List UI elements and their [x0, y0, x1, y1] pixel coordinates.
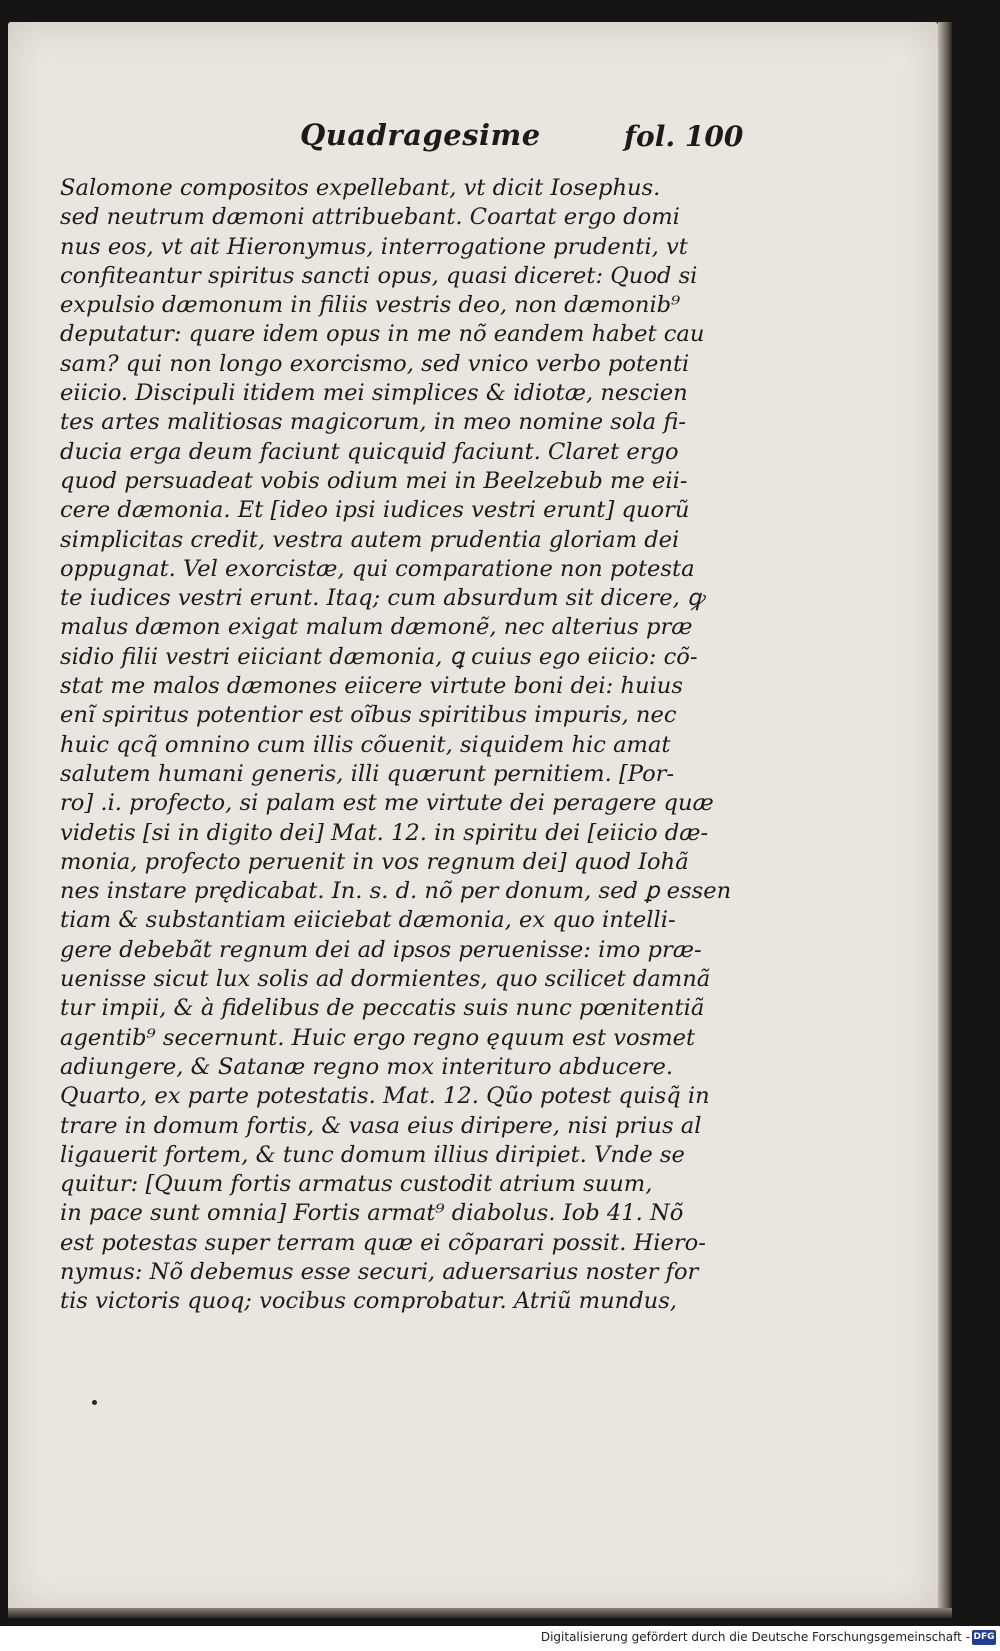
running-head: Quadragesime [300, 118, 541, 152]
text-line: enĩ spiritus potentior est oĩbus spiritibus impuris, nec [60, 702, 677, 729]
text-line: est potestas super terram quæ ei cõparari possit. Hiero- [60, 1229, 706, 1256]
text-line: confiteantur spiritus sancti opus, quasi diceret: Quod si [60, 262, 698, 289]
text-line: tes artes malitiosas magicorum, in meo nomine sola fi- [60, 409, 687, 436]
text-line: quitur: [Quum fortis armatus custodit atrium suum, [60, 1171, 653, 1198]
text-line: Salomone compositos expellebant, vt dicit Iosephus. [60, 175, 661, 201]
text-line: malus dæmon exigat malum dæmonẽ, nec alterius præ [60, 614, 693, 641]
text-line: stat me malos dæmones eiicere virtute boni dei: huius [60, 673, 683, 700]
text-line: tis victoris quoq; vocibus comprobatur. Atriũ mundus, [60, 1288, 677, 1315]
text-line: tur impii, & à fidelibus de peccatis suis nunc pœnitentiã [60, 995, 705, 1022]
text-line: te iudices vestri erunt. Itaq; cum absurdum sit dicere, ꝙ [60, 585, 704, 612]
ink-speck [92, 1400, 97, 1405]
text-line: ro] .i. profecto, si palam est me virtute dei peragere quæ [60, 790, 714, 817]
folio-number: fol. 100 [624, 120, 744, 153]
text-line: cere dæmonia. Et [ideo ipsi iudices vestri erunt] quorũ [60, 497, 690, 524]
text-line: huic qcq̃ omnino cum illis cõuenit, siquidem hic amat [60, 731, 671, 758]
dfg-logo: DFG [972, 1630, 996, 1645]
text-line: monia, profecto peruenit in vos regnum dei] quod Iohã [60, 848, 689, 875]
text-line: Quarto, ex parte potestatis. Mat. 12. Qũo potest quisq̃ in [60, 1083, 710, 1110]
text-line: in pace sunt omnia] Fortis armat⁹ diabolus. Iob 41. Nõ [60, 1200, 684, 1227]
text-line: adiungere, & Satanæ regno mox interituro abducere. [60, 1053, 674, 1080]
page-edge-bottom [8, 1608, 952, 1618]
funding-credit: Digitalisierung gefördert durch die Deutsche Forschungsgemeinschaft - [540, 1630, 970, 1644]
text-line: oppugnat. Vel exorcistæ, qui comparatione non potesta [60, 555, 695, 582]
text-line: gere debebãt regnum dei ad ipsos peruenisse: imo præ- [60, 936, 702, 963]
text-line: agentib⁹ secernunt. Huic ergo regno ęquum est vosmet [60, 1024, 696, 1051]
text-line: tiam & substantiam eiiciebat dæmonia, ex quo intelli- [60, 907, 676, 934]
text-line: ducia erga deum faciunt quicquid faciunt. Claret ergo [60, 438, 679, 465]
text-line: uenisse sicut lux solis ad dormientes, quo scilicet damnã [60, 966, 711, 993]
text-line: simplicitas credit, vestra autem prudentia gloriam dei [60, 526, 680, 553]
text-line: eiicio. Discipuli itidem mei simplices & idiotæ, nescien [60, 380, 688, 407]
text-line: videtis [si in digito dei] Mat. 12. in spiritu dei [eiicio dæ- [60, 819, 709, 846]
text-line: expulsio dæmonum in filiis vestris deo, non dæmonib⁹ [60, 292, 681, 319]
text-line: sam? qui non longo exorcismo, sed vnico verbo potenti [60, 350, 690, 377]
text-line: nes instare prędicabat. In. s. d. nõ per donum, sed ꝑ essen [60, 878, 732, 905]
text-line: nymus: Nõ debemus esse securi, aduersarius noster for [60, 1258, 699, 1285]
page-edge-right [938, 22, 952, 1614]
text-line: deputatur: quare idem opus in me nõ eandem habet cau [60, 321, 705, 348]
text-line: salutem humani generis, illi quærunt pernitiem. [Por- [60, 760, 675, 787]
text-line: nus eos, vt ait Hieronymus, interrogatione prudenti, vt [60, 233, 688, 260]
text-line: trare in domum fortis, & vasa eius diripere, nisi prius al [60, 1112, 702, 1139]
page-body-text [60, 174, 750, 1317]
text-line: sidio filii vestri eiiciant dæmonia, ꝗ cuius ego eiicio: cõ- [60, 643, 698, 670]
text-line: sed neutrum dæmoni attribuebant. Coartat ergo domi [60, 204, 680, 231]
text-line: ligauerit fortem, & tunc domum illius diripiet. Vnde se [60, 1141, 685, 1168]
text-line: quod persuadeat vobis odium mei in Beelzebub me eii- [60, 467, 688, 494]
